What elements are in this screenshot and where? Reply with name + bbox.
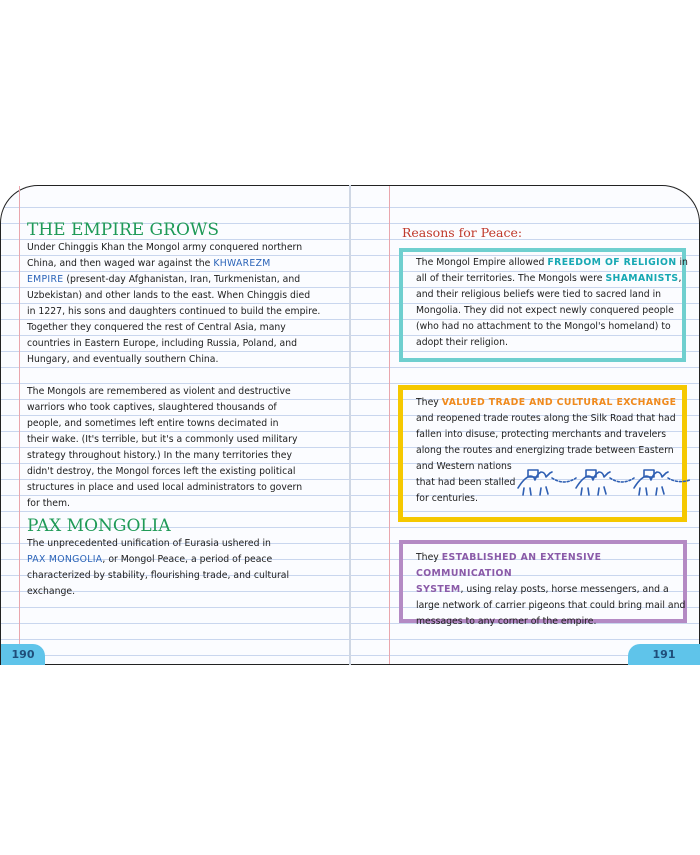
- text-line: (who had no attachment to the Mongol's homeland) to: [416, 321, 671, 332]
- term-khwarezm: KHWAREZM: [213, 258, 271, 269]
- text-line: countries in Eastern Europe, including Russia, Poland, and: [27, 338, 298, 349]
- text-segment: They: [416, 552, 442, 563]
- text-line: and Western nations: [416, 461, 512, 472]
- term-freedom-of-religion: FREEDOM OF RELIGION: [547, 257, 677, 268]
- text-line: [416, 550, 700, 582]
- communication-text: [416, 550, 700, 630]
- paragraph-mongols-remembered: [27, 384, 302, 512]
- text-line: Together they conquered the rest of Central Asia, many: [27, 322, 286, 333]
- text-line: [27, 272, 320, 288]
- text-line: their wake. (It's terrible, but it's a commonly used military: [27, 434, 298, 445]
- text-line: along the routes and energizing trade between Eastern: [416, 445, 674, 456]
- text-segment: They: [416, 397, 442, 408]
- term-system: SYSTEM: [416, 584, 461, 595]
- text-line: that had been stalled: [416, 477, 516, 488]
- text-line: [27, 552, 289, 568]
- text-line: [416, 271, 688, 287]
- text-segment: China, and then waged war against the: [27, 258, 211, 269]
- text-line: [416, 255, 688, 271]
- religion-text: [416, 255, 688, 351]
- text-line: [27, 256, 320, 272]
- text-line: warriors who took captives, slaughtered thousands of: [27, 402, 277, 413]
- text-line: in 1227, his sons and daughters continued to build the empire.: [27, 306, 321, 317]
- text-line: for centuries.: [416, 493, 478, 504]
- text-line: adopt their religion.: [416, 337, 508, 348]
- text-line: large network of carrier pigeons that could bring mail and: [416, 600, 686, 611]
- term-empire: EMPIRE: [27, 274, 64, 285]
- term-communication-system: ESTABLISHED AN EXTENSIVE COMMUNICATION: [416, 552, 602, 579]
- camel-caravan-icon: [516, 466, 694, 496]
- text-segment: , using relay posts, horse messengers, and a: [460, 584, 669, 595]
- text-line: and their religious beliefs were tied to sacred land in: [416, 289, 662, 300]
- text-segment: , or Mongol Peace, a period of peace: [102, 554, 273, 565]
- margin-line: [19, 186, 20, 664]
- text-line: people, and sometimes left entire towns decimated in: [27, 418, 279, 429]
- text-segment: ,: [678, 273, 682, 284]
- heading-empire-grows: THE EMPIRE GROWS: [27, 220, 219, 240]
- text-line: characterized by stability, flourishing trade, and cultural: [27, 570, 290, 581]
- text-segment: The Mongol Empire allowed: [416, 257, 548, 268]
- text-line: [416, 582, 700, 598]
- text-line: [416, 395, 676, 411]
- text-line: and reopened trade routes along the Silk Road that had: [416, 413, 676, 424]
- text-line: The unprecedented unification of Eurasia ushered in: [27, 538, 271, 549]
- text-line: Uzbekistan) and other lands to the east. When Chinggis died: [27, 290, 311, 301]
- text-line: for them.: [27, 498, 71, 509]
- heading-pax-mongolia: PAX MONGOLIA: [27, 516, 171, 536]
- text-line: fallen into disuse, protecting merchants and travelers: [416, 429, 667, 440]
- paragraph-empire-grows: [27, 240, 320, 368]
- margin-line: [389, 186, 390, 664]
- page-number-left: 190: [1, 644, 45, 665]
- paragraph-pax-mongolia: [27, 536, 289, 600]
- term-valued-trade: VALUED TRADE AND CULTURAL EXCHANGE: [441, 397, 677, 408]
- term-shamanists: SHAMANISTS: [605, 273, 679, 284]
- text-segment: in: [676, 257, 688, 268]
- text-line: Hungary, and eventually southern China.: [27, 354, 219, 365]
- term-pax-mongolia: PAX MONGOLIA: [27, 554, 103, 565]
- page-number-right: 191: [628, 644, 700, 665]
- text-line: messages to any corner of the empire.: [416, 616, 597, 627]
- text-line: exchange.: [27, 586, 76, 597]
- text-line: structures in place and used local administrators to govern: [27, 482, 303, 493]
- text-line: Mongolia. They did not expect newly conquered people: [416, 305, 674, 316]
- left-page: [0, 185, 349, 665]
- text-line: strategy throughout history.) In the many territories they: [27, 450, 292, 461]
- book-spread: [0, 185, 700, 665]
- text-line: Under Chinggis Khan the Mongol army conquered northern: [27, 242, 303, 253]
- text-segment: (present-day Afghanistan, Iran, Turkmenistan, and: [63, 274, 301, 285]
- reasons-heading: Reasons for Peace:: [402, 225, 523, 240]
- text-line: didn't destroy, the Mongol forces left the existing political: [27, 466, 296, 477]
- text-segment: all of their territories. The Mongols were: [416, 273, 606, 284]
- text-line: The Mongols are remembered as violent and destructive: [27, 386, 291, 397]
